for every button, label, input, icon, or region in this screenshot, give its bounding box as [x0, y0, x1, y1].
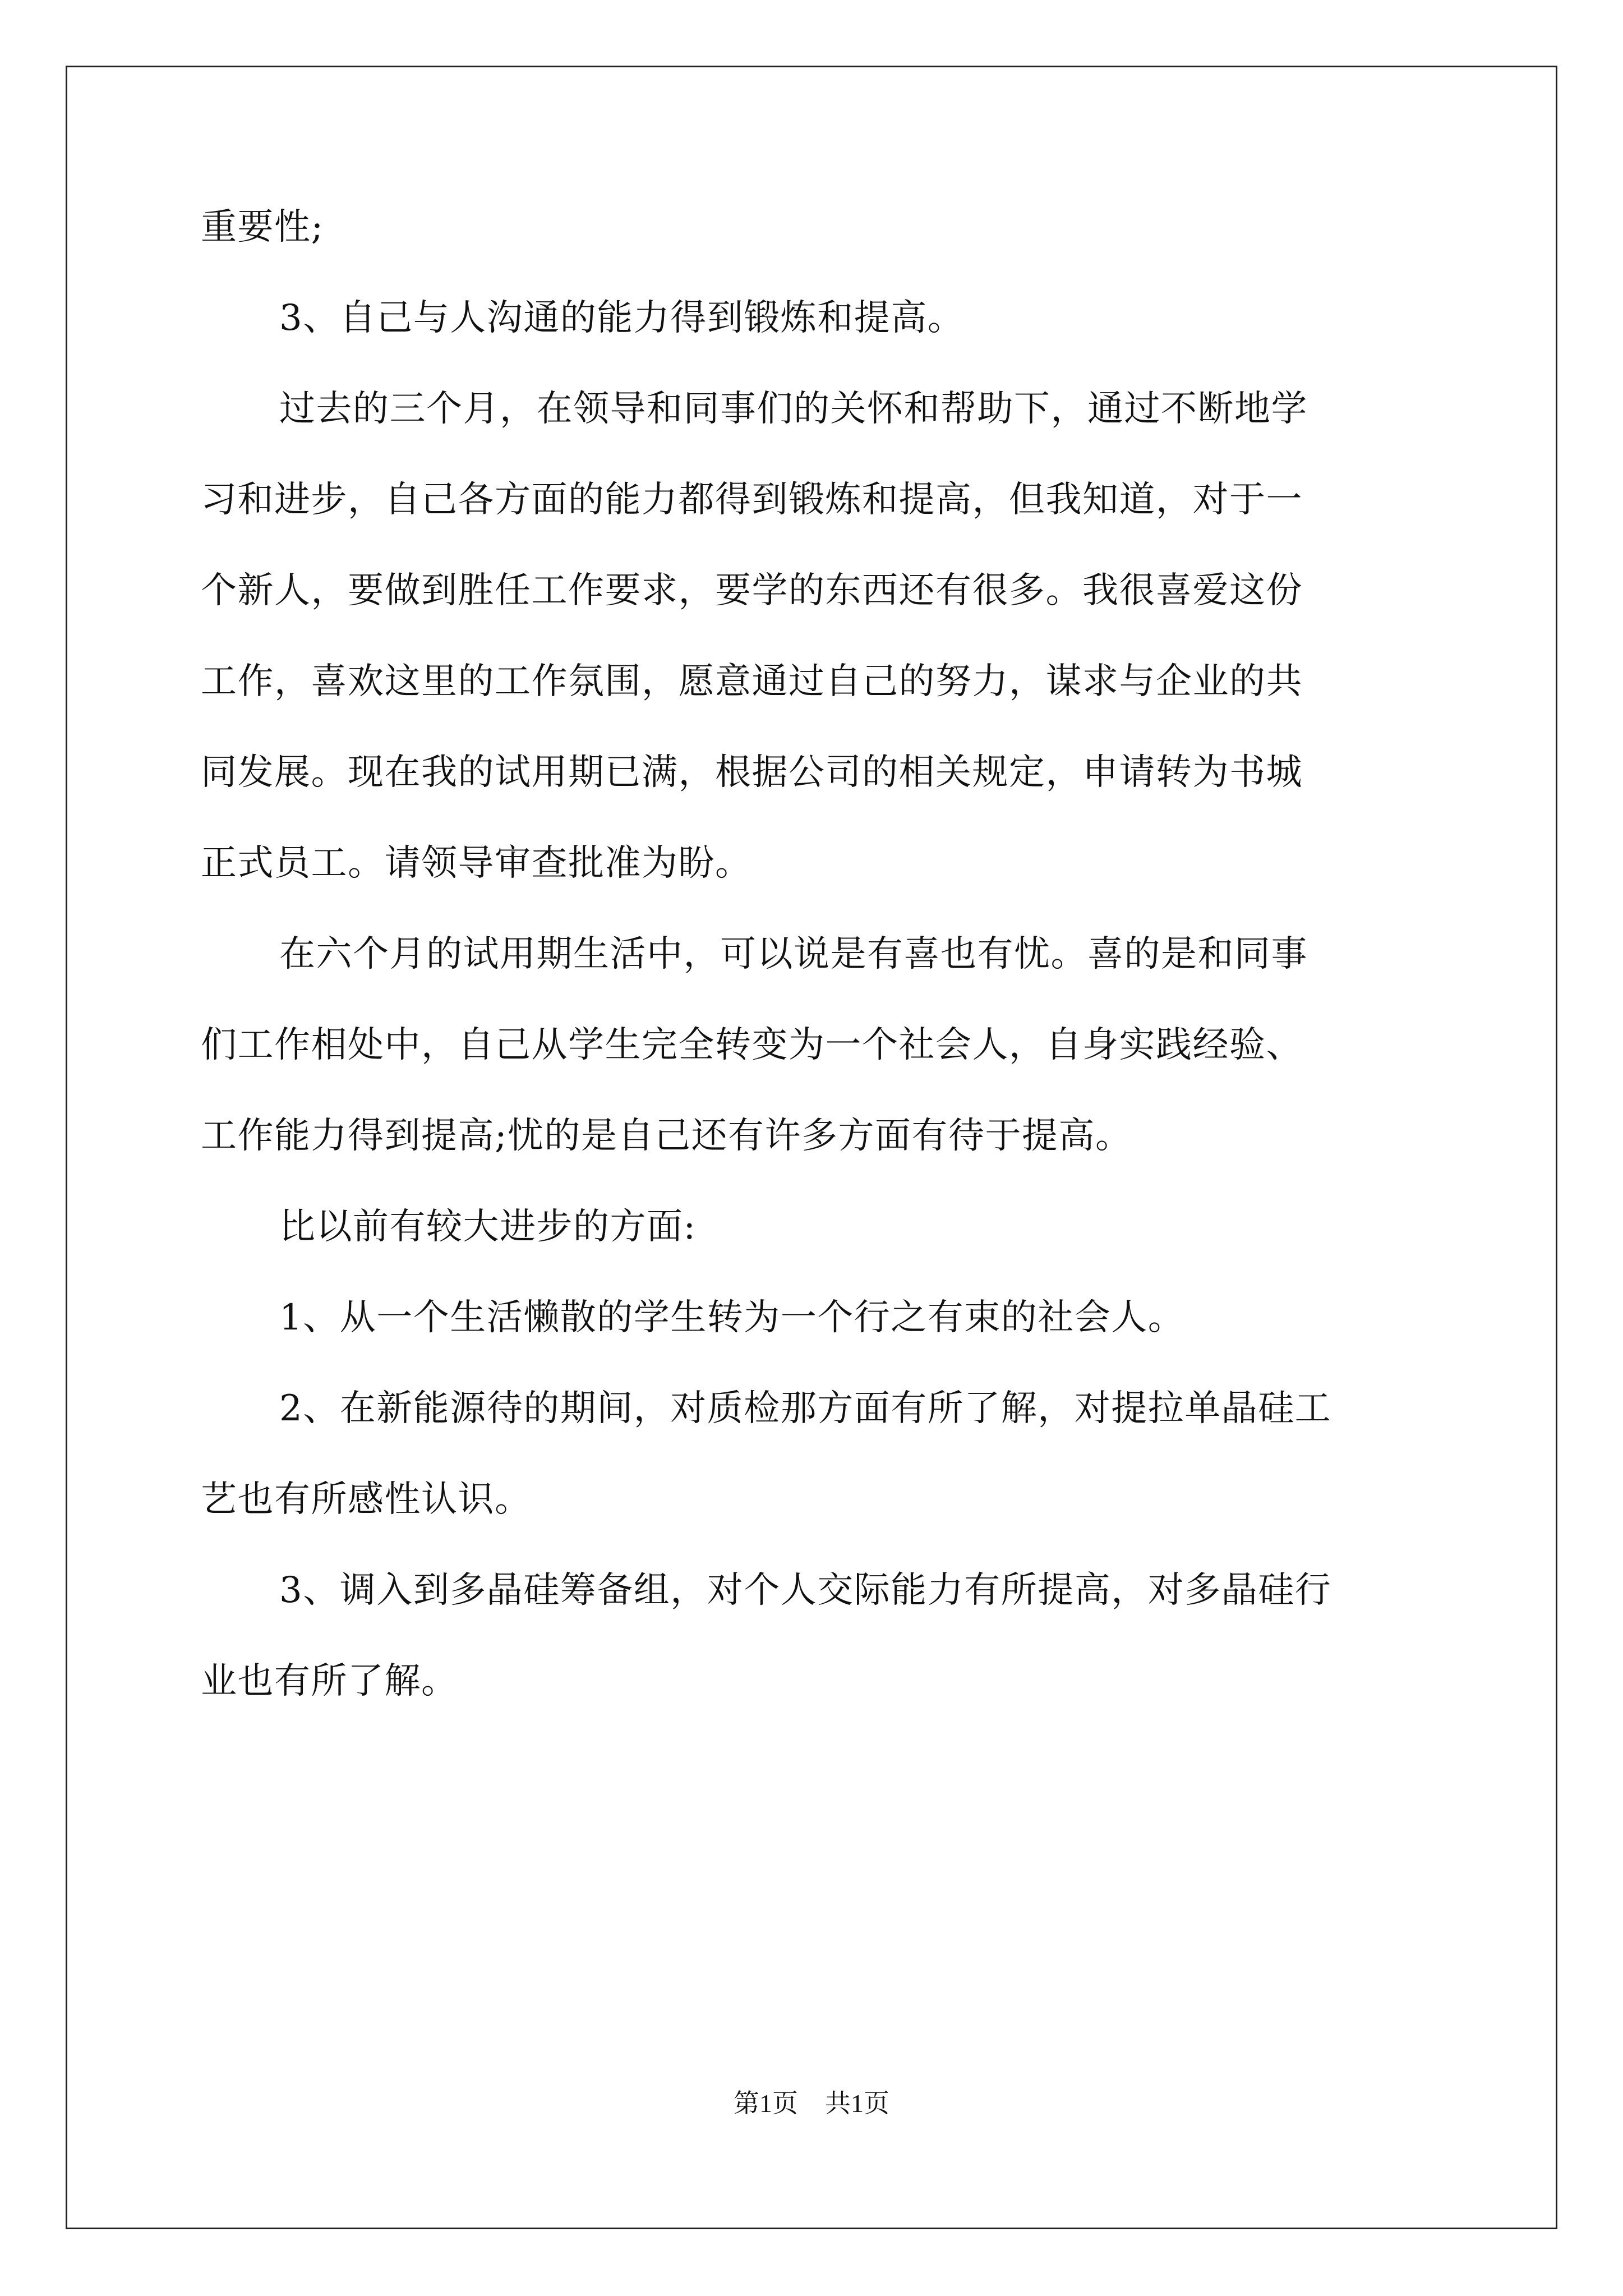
paragraph-line: 3、自己与人沟通的能力得到锻炼和提高。	[279, 297, 965, 339]
text-line: 工作，喜欢这里的工作氛围，愿意通过自己的努力，谋求与企业的共	[201, 661, 1303, 702]
paragraph-line: 2、在新能源待的期间，对质检那方面有所了解，对提拉单晶硅工	[279, 1388, 1332, 1429]
page-footer	[0, 2087, 1623, 2120]
paragraph-line: 过去的三个月，在领导和同事们的关怀和帮助下，通过不断地学	[279, 388, 1308, 430]
page-total: 共1页	[825, 2089, 889, 2118]
text-line: 业也有所了解。	[201, 1660, 458, 1702]
paragraph-line: 1、从一个生活懒散的学生转为一个行之有束的社会人。	[279, 1297, 1185, 1338]
text-line: 同发展。现在我的试用期已满，根据公司的相关规定，申请转为书城	[201, 752, 1303, 793]
text-line: 们工作相处中，自己从学生完全转变为一个社会人，自身实践经验、	[201, 1024, 1303, 1066]
page-number: 第1页	[734, 2089, 798, 2118]
paragraph-line: 3、调入到多晶硅筹备组，对个人交际能力有所提高，对多晶硅行	[279, 1570, 1332, 1611]
paragraph-line: 比以前有较大进步的方面:	[279, 1206, 697, 1248]
text-line: 重要性;	[201, 206, 324, 248]
text-line: 个新人，要做到胜任工作要求，要学的东西还有很多。我很喜爱这份	[201, 570, 1303, 611]
text-line: 艺也有所感性认识。	[201, 1479, 532, 1520]
text-line: 正式员工。请领导审查批准为盼。	[201, 843, 752, 884]
text-line: 习和进步，自己各方面的能力都得到锻炼和提高，但我知道，对于一	[201, 479, 1303, 521]
paragraph-line: 在六个月的试用期生活中，可以说是有喜也有忧。喜的是和同事	[279, 933, 1308, 975]
text-line: 工作能力得到提高;忧的是自己还有许多方面有待于提高。	[201, 1115, 1132, 1157]
